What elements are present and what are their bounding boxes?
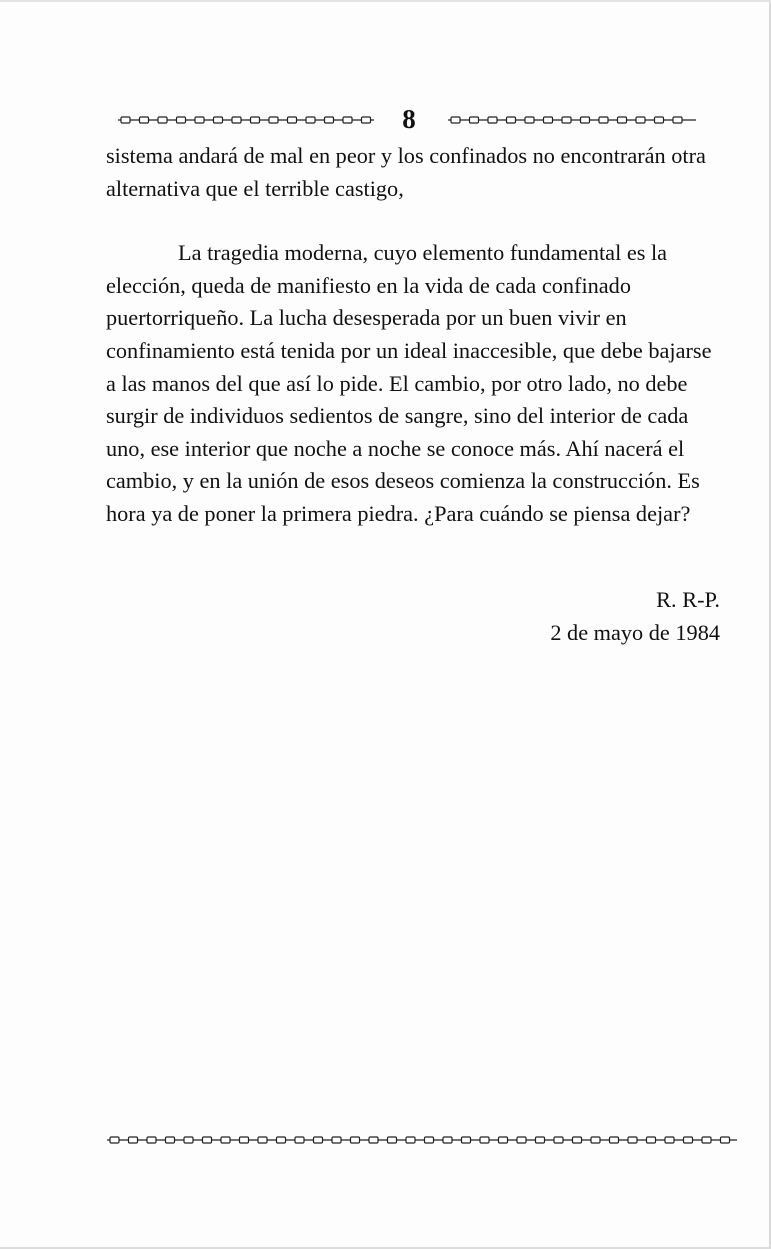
chain-link bbox=[140, 117, 149, 123]
chain-link bbox=[306, 117, 315, 123]
chain-link bbox=[158, 117, 167, 123]
chain-link bbox=[462, 1137, 471, 1143]
chain-link bbox=[544, 117, 553, 123]
chain-link bbox=[480, 1137, 489, 1143]
signature-block bbox=[550, 584, 720, 649]
chain-link bbox=[195, 117, 204, 123]
body-text bbox=[106, 140, 726, 531]
chain-link bbox=[221, 1137, 230, 1143]
chain-link bbox=[665, 1137, 674, 1143]
chain-link bbox=[647, 1137, 656, 1143]
chain-link bbox=[129, 1137, 138, 1143]
chain-link bbox=[314, 1137, 323, 1143]
page-edge bbox=[0, 0, 771, 2]
paragraph-continued: sistema andará de mal en peor y los confinados no encontrarán otra alternativa que el terrible castigo, bbox=[106, 143, 706, 201]
chain-link bbox=[343, 117, 352, 123]
chain-link bbox=[443, 1137, 452, 1143]
chain-link bbox=[203, 1137, 212, 1143]
chain-ornament-right bbox=[448, 116, 696, 124]
chain-link bbox=[573, 1137, 582, 1143]
chain-link bbox=[673, 117, 682, 123]
chain-link bbox=[388, 1137, 397, 1143]
chain-link bbox=[369, 1137, 378, 1143]
chain-link bbox=[721, 1137, 730, 1143]
chain-link bbox=[599, 117, 608, 123]
chain-link bbox=[684, 1137, 693, 1143]
chain-link bbox=[269, 117, 278, 123]
chain-link bbox=[499, 1137, 508, 1143]
chain-link bbox=[121, 117, 130, 123]
chain-ornament-footer bbox=[107, 1136, 737, 1144]
chain-link bbox=[488, 117, 497, 123]
chain-link bbox=[406, 1137, 415, 1143]
signature-initials: R. R-P. bbox=[656, 587, 720, 612]
chain-link bbox=[258, 1137, 267, 1143]
chain-link bbox=[147, 1137, 156, 1143]
chain-link bbox=[214, 117, 223, 123]
chain-link bbox=[251, 117, 260, 123]
chain-link bbox=[166, 1137, 175, 1143]
paragraph-main: La tragedia moderna, cuyo elemento fundamental es la elección, queda de manifiesto en la vida de cada confinado puertorriqueño. La lucha desesperada por un buen vivir en confinamiento está tenida por un ideal inaccesible, que debe bajarse a las manos del que así lo pide. El cambio, por otro lado, no debe surgir de individuos sedientos de sangre, sino del interior de cada uno, ese interior que noche a noche se conoce más. Ahí nacerá el cambio, y en la unión de esos deseos comienza la construcción. Es hora ya de poner la primera piedra. ¿Para cuándo se piensa dejar? bbox=[106, 240, 712, 526]
chain-link bbox=[288, 117, 297, 123]
chain-link bbox=[177, 117, 186, 123]
chain-link bbox=[470, 117, 479, 123]
chain-link bbox=[628, 1137, 637, 1143]
page-number: 8 bbox=[402, 104, 416, 134]
chain-link bbox=[562, 117, 571, 123]
chain-link bbox=[277, 1137, 286, 1143]
chain-link bbox=[325, 117, 334, 123]
chain-link bbox=[332, 1137, 341, 1143]
chain-link bbox=[636, 117, 645, 123]
chain-link bbox=[507, 117, 516, 123]
chain-link bbox=[655, 117, 664, 123]
chain-link bbox=[610, 1137, 619, 1143]
chain-link bbox=[240, 1137, 249, 1143]
chain-link bbox=[110, 1137, 119, 1143]
chain-link bbox=[362, 117, 371, 123]
chain-link bbox=[295, 1137, 304, 1143]
chain-link bbox=[554, 1137, 563, 1143]
chain-link bbox=[581, 117, 590, 123]
chain-ornament-left bbox=[118, 116, 374, 124]
chain-link bbox=[351, 1137, 360, 1143]
signature-date: 2 de mayo de 1984 bbox=[550, 619, 720, 645]
chain-link bbox=[517, 1137, 526, 1143]
chain-link bbox=[591, 1137, 600, 1143]
chain-link bbox=[184, 1137, 193, 1143]
chain-link bbox=[525, 117, 534, 123]
chain-link bbox=[451, 117, 460, 123]
chain-link bbox=[232, 117, 241, 123]
page-header bbox=[118, 104, 696, 134]
chain-link bbox=[618, 117, 627, 123]
chain-link bbox=[536, 1137, 545, 1143]
chain-link bbox=[425, 1137, 434, 1143]
chain-link bbox=[702, 1137, 711, 1143]
